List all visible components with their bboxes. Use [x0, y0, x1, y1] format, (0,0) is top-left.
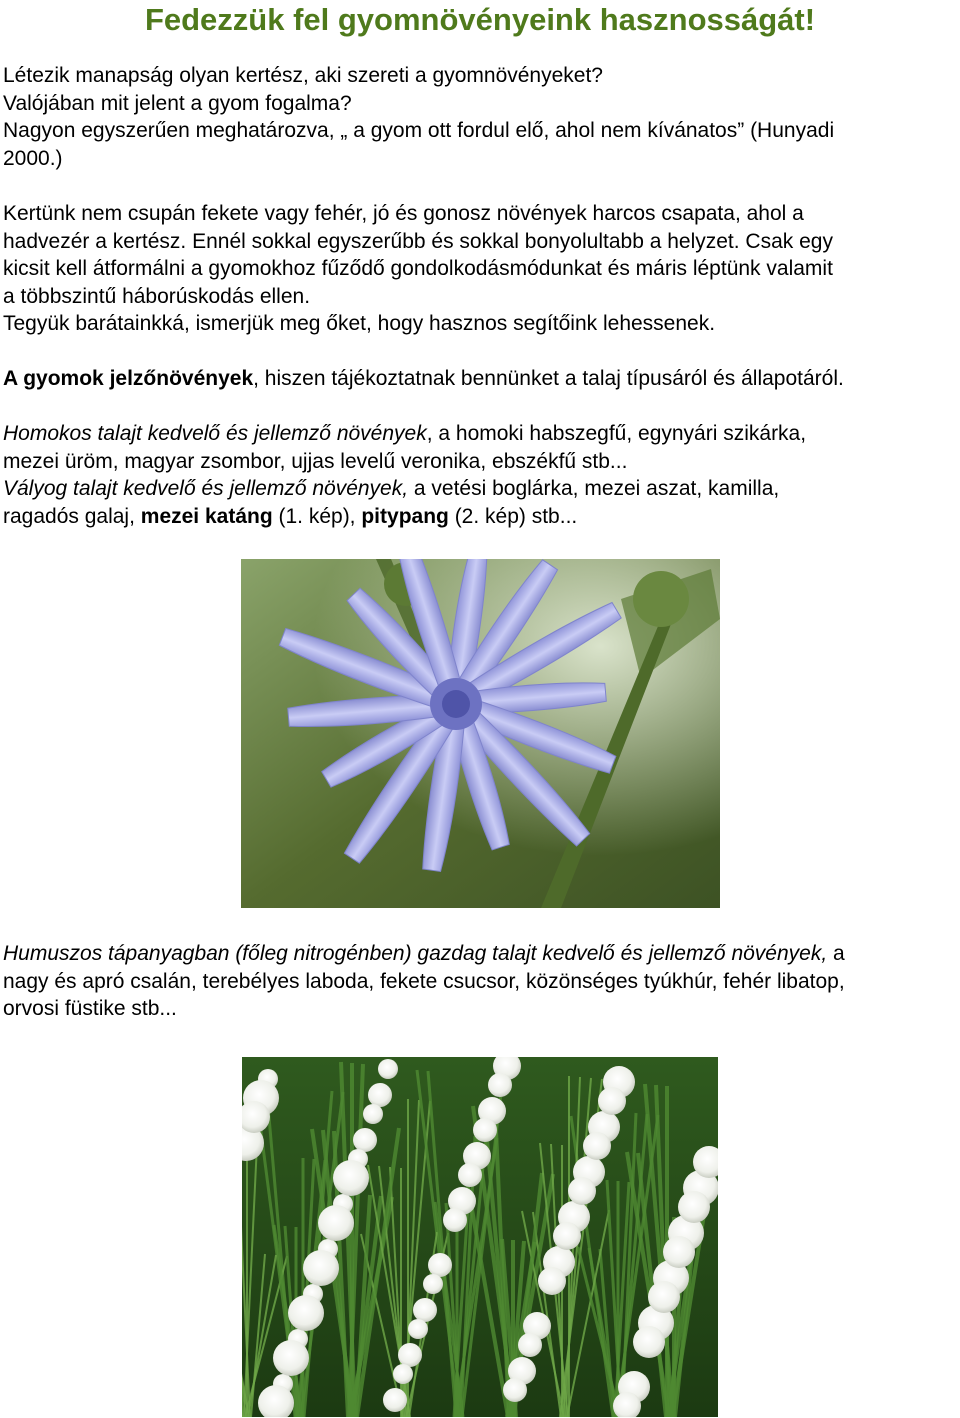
- humus-paragraph: [3, 940, 958, 1023]
- sandy-list: , a homoki habszegfű, egynyári szikárka,: [426, 422, 807, 445]
- clay-list-cont: ragadós galaj,: [3, 504, 141, 528]
- sandy-list-cont: mezei üröm, magyar zsombor, ujjas levelű veronika, ebszékfű stb...: [3, 449, 628, 473]
- sandy-heading: Homokos talajt kedvelő és jellemző növények: [3, 422, 427, 445]
- clay-list: a vetési boglárka, mezei aszat, kamilla,: [408, 477, 780, 500]
- intro-line: Létezik manapság olyan kertész, aki szereti a gyomnövényeket?: [3, 64, 603, 87]
- page-title: Fedezzük fel gyomnövényeink hasznosságát!: [144, 2, 816, 37]
- humus-list: a: [827, 942, 845, 965]
- indicator-rest: , hiszen tájékoztatnak bennünket a talaj típusáról és állapotáról.: [253, 367, 844, 390]
- indicator-paragraph: [3, 365, 958, 393]
- gardener-paragraph: [3, 200, 958, 338]
- dandelion-photo: [242, 1057, 718, 1417]
- text-line: Tegyük barátainkká, ismerjük meg őket, hogy hasznos segítőink lehessenek.: [3, 312, 716, 335]
- text-line: Kertünk nem csupán fekete vagy fehér, jó és gonosz növények harcos csapata, ahol a: [3, 202, 804, 225]
- chicory-photo: [241, 559, 720, 908]
- soil-plants-paragraph: [3, 420, 958, 530]
- text-line: a többszintű háborúskodás ellen.: [3, 284, 311, 308]
- chicory-name: mezei katáng: [140, 504, 273, 528]
- humus-list-cont: nagy és apró csalán, terebélyes laboda, fekete csucsor, közönséges tyúkhúr, fehér libatop,: [3, 969, 845, 993]
- clay-heading: Vályog talajt kedvelő és jellemző növények,: [3, 477, 409, 500]
- intro-line: Nagyon egyszerűen meghatározva, „ a gyom ott fordul elő, ahol nem kívánatos” (Hunyadi: [3, 119, 835, 142]
- intro-line: Valójában mit jelent a gyom fogalma?: [3, 91, 352, 115]
- text-line: hadvezér a kertész. Ennél sokkal egyszerűbb és sokkal bonyolultabb a helyzet. Csak egy: [3, 229, 833, 253]
- intro-paragraph: [3, 62, 958, 172]
- indicator-bold: A gyomok jelzőnövények: [3, 367, 254, 390]
- text-line: kicsit kell átformálni a gyomokhoz fűződő gondolkodásmódunkat és máris léptünk valamit: [3, 257, 833, 280]
- chicory-flower-image: [241, 559, 720, 908]
- intro-line: 2000.): [3, 146, 63, 170]
- humus-heading: Humuszos tápanyagban (főleg nitrogénben) gazdag talajt kedvelő és jellemző növények,: [3, 942, 828, 965]
- dandelion-seedheads-image: [242, 1057, 718, 1417]
- photo-ref-1: (1. kép),: [272, 504, 362, 528]
- humus-list-end: orvosi füstike stb...: [3, 997, 177, 1020]
- dandelion-name: pitypang: [361, 504, 449, 528]
- photo-ref-2: (2. kép) stb...: [448, 504, 578, 528]
